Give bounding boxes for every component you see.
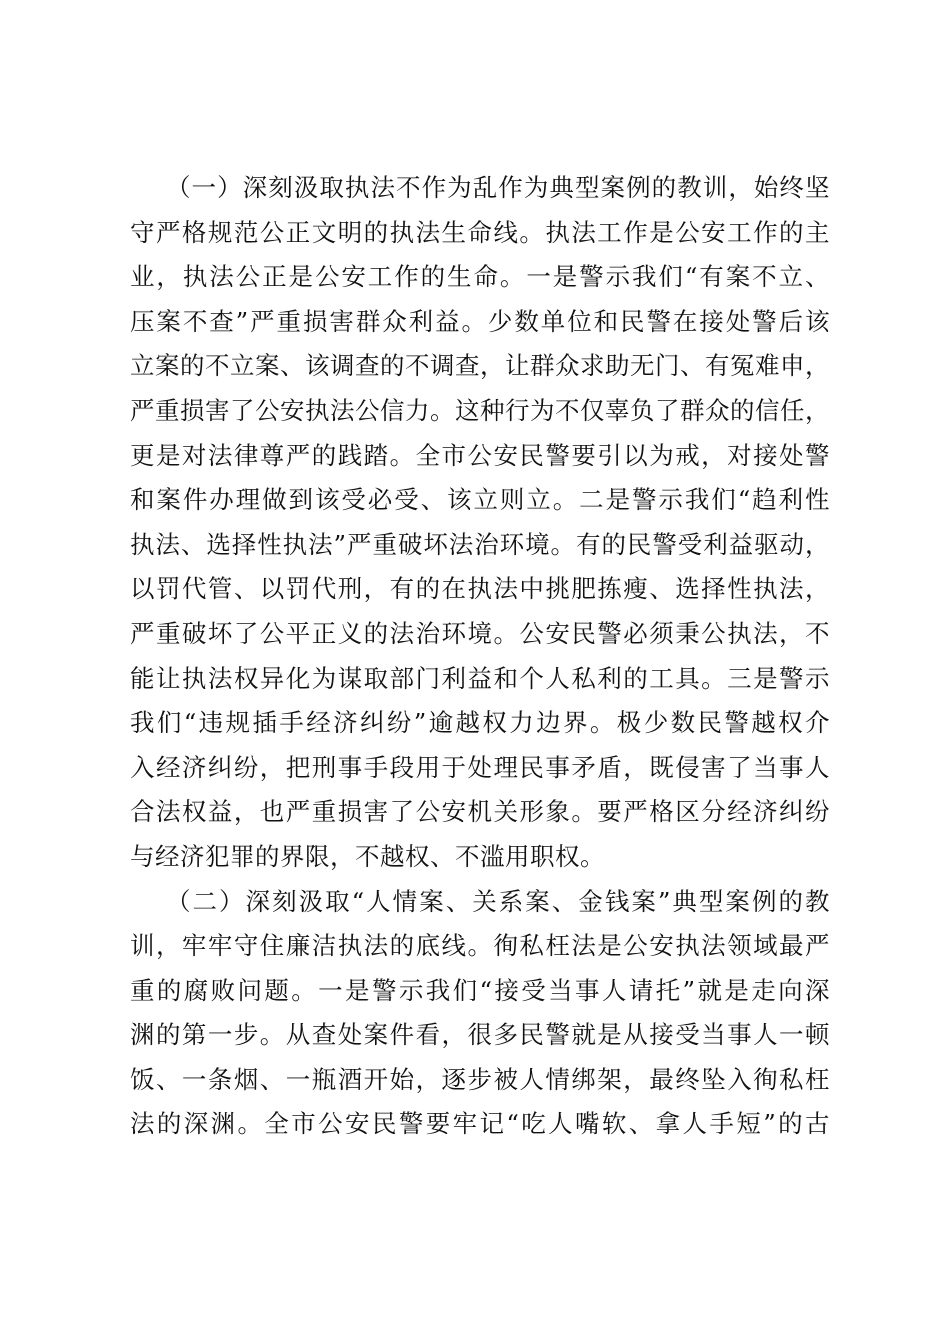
text-line: 训，牢牢守住廉洁执法的底线。徇私枉法是公安执法领域最严	[130, 931, 830, 961]
text-line: 守严格规范公正文明的执法生命线。执法工作是公安工作的主	[130, 217, 830, 247]
text-line: 业，执法公正是公安工作的生命。一是警示我们“有案不立、	[130, 262, 830, 292]
text-line: 入经济纠纷，把刑事手段用于处理民事矛盾，既侵害了当事人	[130, 752, 830, 782]
text-line: 执法、选择性执法”严重破坏法治环境。有的民警受利益驱动，	[130, 529, 830, 559]
text-line: （二）深刻汲取“人情案、关系案、金钱案”典型案例的教	[166, 886, 830, 916]
text-line: 严重损害了公安执法公信力。这种行为不仅辜负了群众的信任，	[130, 395, 830, 425]
paragraph-2	[130, 880, 830, 1148]
text-line: 我们“违规插手经济纠纷”逾越权力边界。极少数民警越权介	[130, 708, 830, 738]
text-line: 与经济犯罪的界限，不越权、不滥用职权。	[130, 841, 605, 871]
text-line: 渊的第一步。从查处案件看，很多民警就是从接受当事人一顿	[130, 1020, 830, 1050]
text-line: 更是对法律尊严的践踏。全市公安民警要引以为戒，对接处警	[130, 440, 830, 470]
text-line: 压案不查”严重损害群众利益。少数单位和民警在接处警后该	[130, 306, 830, 336]
text-line: 立案的不立案、该调查的不调查，让群众求助无门、有冤难申，	[130, 351, 830, 381]
text-line: 法的深渊。全市公安民警要牢记“吃人嘴软、拿人手短”的古	[130, 1109, 830, 1139]
text-line: 重的腐败问题。一是警示我们“接受当事人请托”就是走向深	[130, 975, 830, 1005]
text-line: 以罚代管、以罚代刑，有的在执法中挑肥拣瘦、选择性执法，	[130, 574, 830, 604]
text-line: 严重破坏了公平正义的法治环境。公安民警必须秉公执法，不	[130, 618, 830, 648]
text-line: 能让执法权异化为谋取部门利益和个人私利的工具。三是警示	[130, 663, 830, 693]
paragraph-1	[130, 166, 830, 880]
text-line: （一）深刻汲取执法不作为乱作为典型案例的教训，始终坚	[166, 173, 830, 202]
document-body	[130, 166, 830, 1147]
text-line: 饭、一条烟、一瓶酒开始，逐步被人情绑架，最终坠入徇私枉	[130, 1064, 830, 1094]
text-line: 合法权益，也严重损害了公安机关形象。要严格区分经济纠纷	[130, 797, 830, 827]
text-line: 和案件办理做到该受必受、该立则立。二是警示我们“趋利性	[130, 485, 830, 515]
